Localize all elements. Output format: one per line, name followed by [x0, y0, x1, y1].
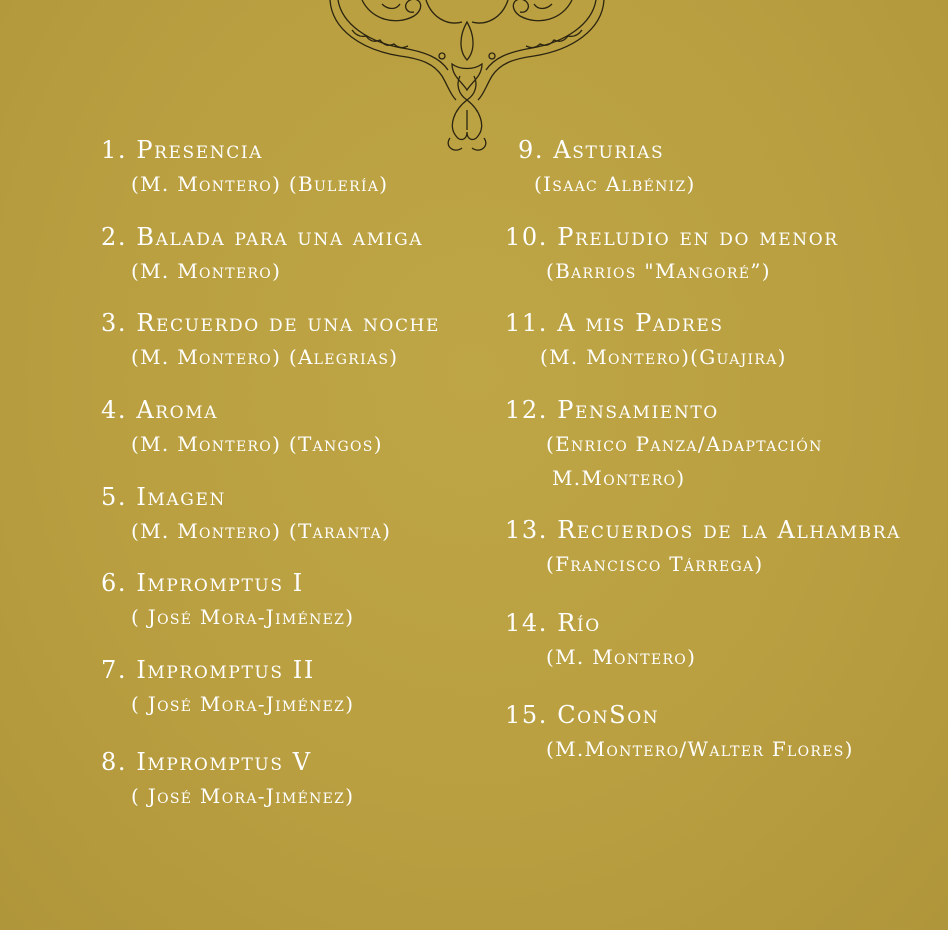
track-number: 12. [505, 396, 548, 424]
track-item [101, 393, 383, 461]
track-item [101, 480, 391, 548]
track-title-line [101, 480, 391, 514]
track-number: 11. [505, 309, 548, 337]
track-composer: ( José Mora-Jiménez) [131, 692, 355, 716]
track-title-line [518, 133, 696, 167]
track-item [101, 745, 354, 813]
track-item [505, 220, 839, 288]
track-number: 15. [505, 701, 548, 729]
track-composer: ( José Mora-Jiménez) [131, 605, 355, 629]
track-composer: (M. Montero)(Guajira) [540, 345, 787, 369]
track-title-line [505, 513, 901, 547]
track-number: 10. [505, 223, 548, 251]
track-composer: (Francisco Tárrega) [546, 552, 764, 576]
track-number: 6. [101, 569, 128, 597]
track-item [505, 393, 823, 495]
track-title-line [101, 566, 354, 600]
track-composer: ( José Mora-Jiménez) [131, 784, 355, 808]
track-title: Balada para una amiga [136, 223, 424, 251]
track-title: ConSon [557, 701, 660, 729]
track-composer: (M. Montero) (Alegrias) [131, 345, 399, 369]
track-title: Impromptus I [136, 569, 304, 597]
track-item [505, 606, 696, 674]
track-item [518, 133, 696, 201]
track-title: Asturias [553, 136, 665, 164]
track-title: Recuerdo de una noche [136, 309, 440, 337]
track-number: 1. [101, 136, 128, 164]
track-title: Impromptus V [136, 748, 312, 776]
track-number: 7. [101, 656, 128, 684]
track-composer: (M. Montero) (Taranta) [131, 519, 392, 543]
track-item [101, 653, 354, 721]
track-title-line [101, 653, 354, 687]
track-item [505, 306, 787, 374]
track-title-line [101, 745, 354, 779]
track-item [101, 220, 423, 288]
track-number: 14. [505, 609, 548, 637]
track-composer: (M. Montero) (Bulería) [131, 172, 389, 196]
track-title-line [101, 133, 388, 167]
track-title-line [101, 220, 423, 254]
track-item [101, 133, 388, 201]
track-title-line [505, 220, 839, 254]
track-title: Imagen [136, 483, 226, 511]
track-composer: (M.Montero/Walter Flores) [546, 737, 854, 761]
track-number: 4. [101, 396, 128, 424]
track-title-line [505, 393, 823, 427]
track-title-line [505, 698, 854, 732]
track-title: Recuerdos de la Alhambra [557, 516, 902, 544]
track-title-line [505, 606, 696, 640]
track-composer-continued: M.Montero) [552, 466, 686, 490]
track-title-line [101, 306, 440, 340]
track-composer: (Enrico Panza/Adaptación [546, 432, 823, 456]
track-number: 3. [101, 309, 128, 337]
track-composer: (Isaac Albéniz) [534, 172, 696, 196]
track-composer: (Barrios "Mangoré”) [546, 259, 771, 283]
track-title-line [101, 393, 383, 427]
track-title: Río [557, 609, 601, 637]
track-item [101, 566, 354, 634]
track-title: Presencia [136, 136, 264, 164]
track-item [505, 513, 901, 581]
track-title: Preludio en do menor [557, 223, 839, 251]
track-number: 13. [505, 516, 548, 544]
track-composer: (M. Montero) [131, 259, 282, 283]
track-title: Pensamiento [557, 396, 719, 424]
track-item [101, 306, 440, 374]
track-number: 5. [101, 483, 128, 511]
track-composer: (M. Montero) (Tangos) [131, 432, 383, 456]
track-title: A mis Padres [557, 309, 724, 337]
track-number: 2. [101, 223, 128, 251]
track-number: 8. [101, 748, 128, 776]
track-item [505, 698, 854, 766]
track-title-line [505, 306, 787, 340]
track-composer: (M. Montero) [546, 645, 697, 669]
track-title: Aroma [136, 396, 219, 424]
track-number: 9. [518, 136, 545, 164]
track-title: Impromptus II [136, 656, 315, 684]
